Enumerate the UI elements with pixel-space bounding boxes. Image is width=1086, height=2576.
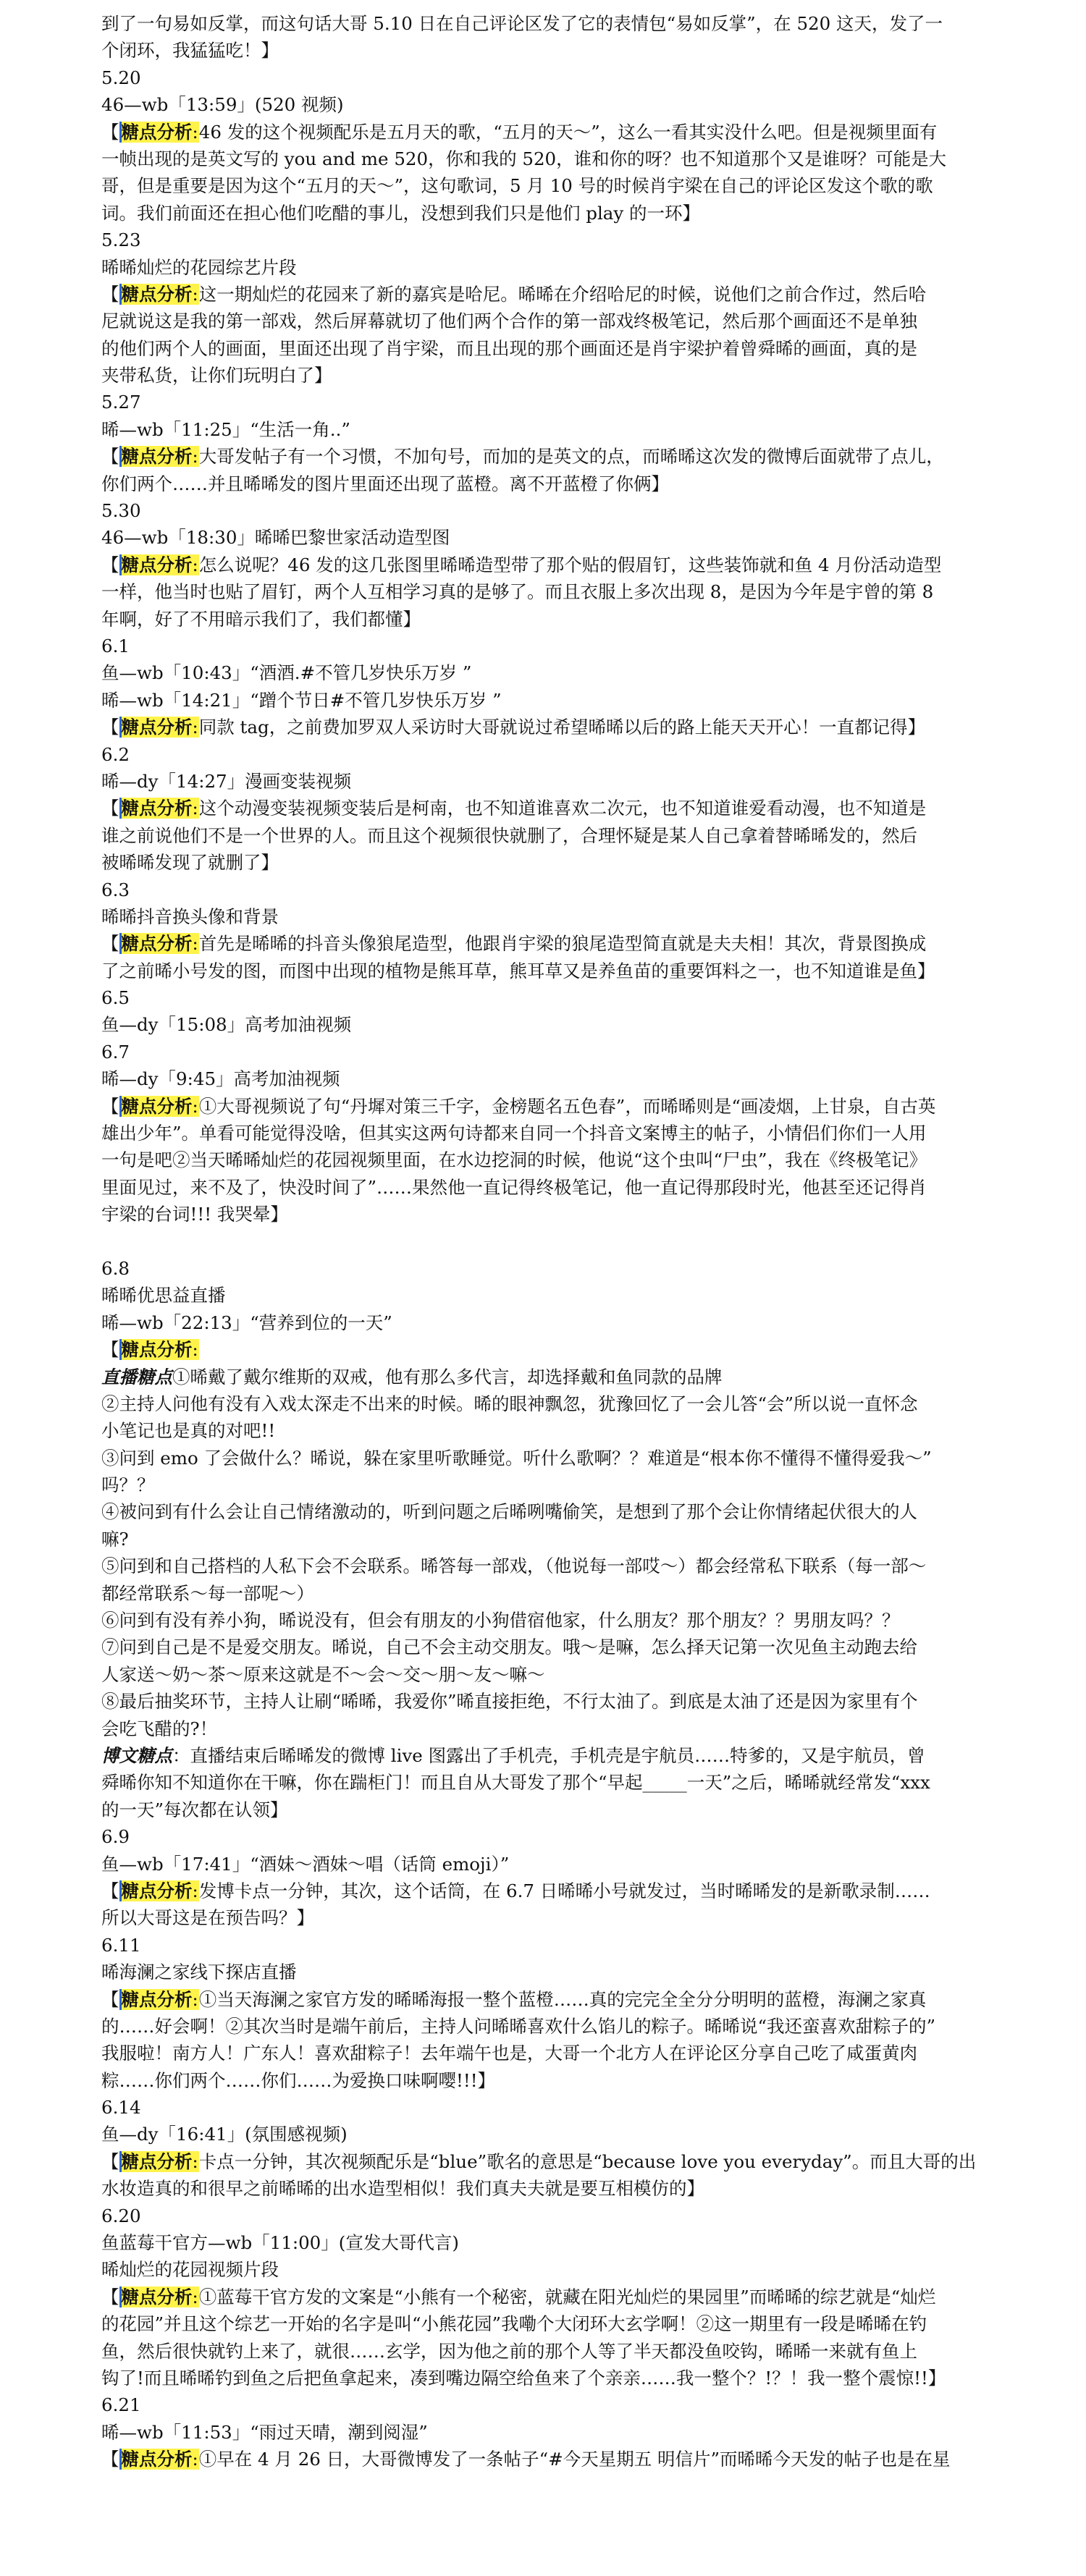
text-segment: 晞—wb「11:53」“雨过天晴，潮到阅湿” (101, 2421, 428, 2443)
highlight-label: 糖点分析 : (119, 1096, 199, 1117)
text-line (101, 443, 1044, 470)
text-segment: 舜晞你知不知道你在干嘛，你在踹柜门！而且自从大哥发了那个“早起_____一天”之后，晞晞就经常发“xxx (101, 1772, 930, 1794)
text-line (101, 1526, 1044, 1553)
text-segment: 46 发的这个视频配乐是五月天的歌，“五月的天～”，这么一看其实没什么吧。但是视频里面有 (198, 121, 938, 143)
text-segment: 尼就说这是我的第一部戏，然后屏幕就切了他们两个合作的第一部戏终极笔记，然后那个画面还不是单独 (101, 311, 917, 332)
text-segment: 晞海澜之家线下探店直播 (101, 1961, 297, 1983)
text-line (101, 1553, 1044, 1579)
text-line (101, 389, 1044, 415)
text-line (101, 2229, 1044, 2256)
text-line (101, 1364, 1044, 1390)
text-segment: 晞—dy「9:45」高考加油视频 (101, 1068, 340, 1090)
text-segment: 【 (101, 1095, 119, 1117)
highlight-label: 糖点分析 : (119, 1989, 199, 2010)
text-line (101, 308, 1044, 334)
text-segment: 6.7 (101, 1041, 130, 1063)
text-line (101, 1688, 1044, 1715)
text-line (101, 1390, 1044, 1417)
text-line (101, 2148, 1044, 2175)
section-label: 博文糖点 (101, 1745, 172, 1766)
text-segment: 年啊，好了不用暗示我们了，我们都懂】 (101, 608, 421, 630)
text-segment: 这一期灿烂的花园来了新的嘉宾是哈尼。晞晞在介绍哈尼的时候，说他们之前合作过，然后哈 (198, 283, 927, 305)
text-line (101, 1823, 1044, 1850)
text-segment: 晞晞优思益直播 (101, 1285, 226, 1306)
text-segment: 鱼—dy「16:41」(氛围感视频) (101, 2124, 348, 2145)
text-segment: 6.20 (101, 2205, 141, 2226)
text-line (101, 145, 1044, 172)
text-line (101, 2040, 1044, 2066)
text-line (101, 633, 1044, 659)
text-segment: 吗？？ (101, 1474, 155, 1496)
text-segment: ⑦问到自己是不是爱交朋友。晞说，自己不会主动交朋友。哦～是嘛，怎么择天记第一次见鱼主动跑去给 (101, 1637, 917, 1658)
text-line (101, 1959, 1044, 1985)
text-line (101, 1120, 1044, 1146)
text-segment: 到了一句易如反掌，而这句话大哥 5.10 日在自己评论区发了它的表情包“易如反掌”，在 520 这天，发了一 (101, 13, 943, 34)
text-segment: 6.9 (101, 1826, 130, 1848)
text-line (101, 1039, 1044, 1065)
text-segment: ：直播结束后晞晞发的微博 live 图露出了手机壳，手机壳是宇航员……特爹的，又是宇航员，曾 (172, 1745, 925, 1766)
text-segment: 【 (101, 554, 119, 575)
text-segment: 嘛? (101, 1528, 129, 1550)
text-line (101, 822, 1044, 849)
text-segment: 小笔记也是真的对吧!! (101, 1420, 276, 1442)
highlight-label: 糖点分析 : (119, 122, 199, 143)
text-segment: 晞灿烂的花园视频片段 (101, 2259, 279, 2281)
text-line (101, 64, 1044, 91)
text-segment: 钩了!而且晞晞钓到鱼之后把鱼拿起来，凑到嘴边隔空给鱼来了个亲亲……我一整个？!？！我一整个震惊!!】 (101, 2367, 946, 2389)
text-segment: 【 (101, 1880, 119, 1901)
text-line (101, 1011, 1044, 1038)
section-label: 直播糖点 (101, 1366, 172, 1388)
highlight-label: 糖点分析 : (119, 2286, 199, 2307)
text-line (101, 2391, 1044, 2418)
text-segment: 晞—dy「14:27」漫画变装视频 (101, 770, 352, 792)
text-segment: 【 (101, 2150, 119, 2172)
text-segment: 5.20 (101, 67, 141, 88)
text-line (101, 200, 1044, 227)
text-line (101, 1715, 1044, 1742)
text-segment: 6.14 (101, 2097, 141, 2119)
text-segment: 晞晞抖音换头像和背景 (101, 905, 279, 927)
text-segment: 46—wb「13:59」(520 视频) (101, 94, 344, 116)
text-line (101, 2419, 1044, 2446)
text-segment: 【 (101, 121, 119, 143)
text-line (101, 659, 1044, 686)
text-segment: 鱼蓝莓干官方—wb「11:00」(宣发大哥代言) (101, 2232, 459, 2254)
text-segment: 鱼—wb「10:43」“酒酒.#不管几岁快乐万岁 ” (101, 662, 472, 684)
text-segment: 5.27 (101, 392, 141, 413)
text-line (101, 1174, 1044, 1201)
text-segment: 的一天”每次都在认领】 (101, 1799, 288, 1820)
text-line (101, 119, 1044, 145)
text-line (101, 1201, 1044, 1228)
text-segment: ①晞戴了戴尔维斯的双戒，他有那么多代言，却选择戴和鱼同款的品牌 (172, 1366, 723, 1388)
text-line (101, 1986, 1044, 2013)
highlight-label: 糖点分析 : (119, 446, 199, 467)
text-line (101, 1607, 1044, 1634)
text-segment: 【 (101, 717, 119, 738)
text-line (101, 1282, 1044, 1309)
highlight-label: 糖点分析 : (119, 933, 199, 954)
text-segment: 发博卡点一分钟，其次，这个话筒，在 6.7 日晞晞小号就发过，当时晞晞发的是新歌录制…… (198, 1880, 930, 1901)
text-segment: 词。我们前面还在担心他们吃醋的事儿，没想到我们只是他们 play 的一环】 (101, 202, 701, 224)
text-line (101, 1661, 1044, 1688)
text-segment: 哥，但是重要是因为这个“五月的天～”，这句歌词，5 月 10 号的时候肖宇梁在自己的评论区发这个歌的歌 (101, 175, 933, 197)
text-segment: 人家送～奶～茶～原来这就是不～会～交～朋～友～嘛～ (101, 1663, 545, 1685)
text-segment: 宇梁的台词!!! 我哭晕】 (101, 1204, 288, 1225)
text-segment: 了之前晞小号发的图，而图中出现的植物是熊耳草，熊耳草又是养鱼苗的重要饵料之一，也不知道谁是鱼】 (101, 960, 935, 981)
text-segment: 6.5 (101, 987, 130, 1009)
text-segment: 6.21 (101, 2394, 141, 2416)
highlight-label: 糖点分析 : (119, 1339, 199, 1360)
text-segment: 晞—wb「11:25」“生活一角..” (101, 418, 350, 440)
text-segment: 晞—wb「22:13」“营养到位的一天” (101, 1312, 392, 1333)
text-line (101, 1796, 1044, 1823)
text-line (101, 768, 1044, 795)
text-line (101, 335, 1044, 362)
text-segment: ④被问到有什么会让自己情绪激动的，听到问题之后晞咧嘴偷笑，是想到了那个会让你情绪起伏很大的人 (101, 1501, 917, 1523)
text-segment: 大哥发帖子有一个习惯，不加句号，而加的是英文的点，而晞晞这次发的微博后面就带了点儿， (198, 446, 944, 468)
text-segment: ①蓝莓干官方发的文案是“小熊有一个秘密，就藏在阳光灿烂的果园里”而晞晞的综艺就是“灿烂 (198, 2286, 936, 2307)
text-line (101, 1498, 1044, 1525)
text-line (101, 1336, 1044, 1363)
text-line (101, 2338, 1044, 2365)
text-segment: 一帧出现的是英文写的 you and me 520，你和我的 520，谁和你的呀？也不知道那个又是谁呀？可能是大 (101, 148, 947, 169)
text-line (101, 2067, 1044, 2094)
text-line (101, 930, 1044, 957)
text-line (101, 2121, 1044, 2148)
text-segment: 雄出少年”。单看可能觉得没啥，但其实这两句诗都来自同一个抖音文案博主的帖子，小情侣们你们一人用 (101, 1123, 927, 1144)
text-line (101, 1932, 1044, 1959)
text-line (101, 795, 1044, 822)
text-segment: 一样，他当时也贴了眉钉，两个人互相学习真的是够了。而且衣服上多次出现 8，是因为今年是宇曾的第 8 (101, 581, 934, 603)
text-line (101, 1309, 1044, 1336)
text-segment: 怎么说呢？46 发的这几张图里晞晞造型带了那个贴的假眉钉，这些装饰就和鱼 4 月份活动造型 (198, 554, 942, 575)
text-line (101, 606, 1044, 633)
text-segment: 粽……你们两个……你们……为爱换口味啊嘤!!!】 (101, 2069, 496, 2091)
text-line (101, 1093, 1044, 1120)
text-segment: ②主持人问他有没有入戏太深走不出来的时候。晞的眼神飘忽，犹豫回忆了一会儿答“会”所以说一直怀念 (101, 1393, 918, 1414)
text-line (101, 1417, 1044, 1444)
text-line (101, 1742, 1044, 1769)
text-segment: 46—wb「18:30」晞晞巴黎世家活动造型图 (101, 527, 450, 549)
text-segment: 这个动漫变装视频变装后是柯南，也不知道谁喜欢二次元，也不知道谁爱看动漫，也不知道是 (198, 798, 927, 819)
text-line (101, 227, 1044, 253)
text-line (101, 91, 1044, 118)
text-segment: ①当天海澜之家官方发的晞晞海报一整个蓝橙……真的完完全全分分明明的蓝橙，海澜之家真 (198, 1988, 927, 2010)
text-segment: 谁之前说他们不是一个世界的人。而且这个视频很快就删了，合理怀疑是某人自己拿着替晞晞发的，然后 (101, 824, 917, 846)
text-line (101, 362, 1044, 389)
text-line (101, 1634, 1044, 1660)
text-line (101, 2094, 1044, 2121)
text-line (101, 1580, 1044, 1607)
text-line (101, 1878, 1044, 1904)
text-line (101, 714, 1044, 740)
text-line (101, 2284, 1044, 2310)
text-line (101, 2203, 1044, 2229)
text-segment: 同款 tag，之前费加罗双人采访时大哥就说过希望晞晞以后的路上能天天开心！一直都记得】 (198, 717, 926, 738)
text-line (101, 877, 1044, 903)
text-line (101, 10, 1044, 37)
text-segment: ③问到 emo 了会做什么？晞说，躲在家里听歌睡觉。听什么歌啊？？难道是“根本你不懂得不懂得爱我～” (101, 1447, 932, 1469)
text-line (101, 849, 1044, 876)
text-segment: 所以大哥这是在预告吗？】 (101, 1907, 314, 1929)
text-line (101, 1255, 1044, 1282)
highlight-label: 糖点分析 : (119, 2151, 199, 2172)
text-segment: 一句是吧②当天晞晞灿烂的花园视频里面，在水边挖洞的时候，他说“这个虫叫“尸虫”，我在《终极笔记》 (101, 1149, 927, 1171)
text-line (101, 2175, 1044, 2202)
text-segment: ①大哥视频说了句“丹墀对策三千字，金榜题名五色春”，而晞晞则是“画凌烟，上甘泉，自古英 (198, 1095, 936, 1117)
text-segment: 都经常联系～每一部呢～） (101, 1582, 314, 1604)
text-segment: 6.1 (101, 635, 130, 656)
text-line (101, 741, 1044, 768)
text-segment: 鱼—dy「15:08」高考加油视频 (101, 1014, 352, 1036)
text-line (101, 172, 1044, 199)
text-line (101, 687, 1044, 714)
text-segment: 6.3 (101, 879, 130, 900)
text-line (101, 416, 1044, 443)
text-segment: 的他们两个人的画面，里面还出现了肖宇梁，而且出现的那个画面还是肖宇梁护着曾舜晞的画面，真的是 (101, 337, 917, 359)
text-segment: 【 (101, 798, 119, 819)
text-line (101, 1851, 1044, 1878)
text-segment: 5.30 (101, 500, 141, 522)
text-line (101, 254, 1044, 281)
highlight-label: 糖点分析 : (119, 554, 199, 575)
text-segment: 鱼—wb「17:41」“酒妹～酒妹～唱（话筒 emoji）” (101, 1853, 510, 1875)
highlight-label: 糖点分析 : (119, 2449, 199, 2470)
text-segment: 会吃飞醋的?！ (101, 1718, 218, 1739)
highlight-label: 糖点分析 : (119, 1880, 199, 1901)
text-segment: ⑧最后抽奖环节，主持人让刷“晞晞，我爱你”晞直接拒绝，不行太油了。到底是太油了还是因为家里有个 (101, 1691, 918, 1713)
text-segment: 你们两个……并且晞晞发的图片里面还出现了蓝橙。离不开蓝橙了你俩】 (101, 473, 669, 494)
text-line (101, 1904, 1044, 1931)
text-line (101, 2013, 1044, 2040)
text-line (101, 497, 1044, 524)
text-segment: 的……好会啊！②其次当时是端午前后，主持人问晞晞喜欢什么馅儿的粽子。晞晞说“我还蛮喜欢甜粽子的” (101, 2015, 936, 2037)
text-segment: 水妆造真的和很早之前晞晞的出水造型相似！我们真夫夫就是要互相模仿的】 (101, 2178, 704, 2200)
text-segment: 【 (101, 1339, 119, 1361)
text-segment: ⑤问到和自己搭档的人私下会不会联系。晞答每一部戏，（他说每一部哎～）都会经常私下联系（每一部～ (101, 1555, 927, 1577)
text-segment: 里面见过，来不及了，快没时间了”……果然他一直记得终极笔记，他一直记得那段时光，他甚至还记得肖 (101, 1176, 927, 1198)
text-line (101, 984, 1044, 1011)
text-segment: 5.23 (101, 229, 141, 251)
text-line (101, 2365, 1044, 2391)
text-line (101, 552, 1044, 578)
text-segment: 被晞晞发现了就删了】 (101, 852, 279, 874)
text-segment: 夹带私货，让你们玩明白了】 (101, 365, 332, 387)
text-line (101, 37, 1044, 64)
highlight-label: 糖点分析 : (119, 284, 199, 305)
text-segment: 6.8 (101, 1257, 130, 1279)
text-segment: 晞晞灿烂的花园综艺片段 (101, 256, 297, 278)
text-line (101, 1471, 1044, 1498)
text-segment: 个闭环，我猛猛吃！】 (101, 40, 279, 62)
text-segment: 6.2 (101, 743, 130, 765)
text-line (101, 1228, 1044, 1255)
text-segment: 6.11 (101, 1934, 141, 1956)
text-segment: 我服啦！南方人！广东人！喜欢甜粽子！去年端午也是，大哥一个北方人在评论区分享自己吃了咸蛋黄肉 (101, 2043, 917, 2064)
text-line (101, 2446, 1044, 2472)
text-segment: 【 (101, 2286, 119, 2307)
text-line (101, 1065, 1044, 1092)
text-segment: 首先是晞晞的抖音头像狼尾造型，他跟肖宇梁的狼尾造型简直就是夫夫相！其次，背景图换成 (198, 933, 927, 955)
text-segment: 【 (101, 283, 119, 305)
highlight-label: 糖点分析 : (119, 798, 199, 819)
text-line (101, 1769, 1044, 1796)
text-segment: 【 (101, 1988, 119, 2010)
text-segment: 鱼，然后很快就钓上来了，就很……玄学，因为他之前的那个人等了半天都没鱼咬钩，晞晞一来就有鱼上 (101, 2340, 917, 2362)
text-line (101, 1445, 1044, 1471)
text-segment: 【 (101, 933, 119, 955)
text-line (101, 281, 1044, 308)
text-segment: 【 (101, 2449, 119, 2470)
text-line (101, 470, 1044, 497)
text-line (101, 903, 1044, 930)
text-line (101, 2310, 1044, 2337)
text-line (101, 2256, 1044, 2283)
text-line (101, 1146, 1044, 1173)
text-segment: 卡点一分钟，其次视频配乐是“blue”歌名的意思是“because love you everyday”。而且大哥的出 (198, 2150, 977, 2172)
text-line (101, 524, 1044, 551)
text-line (101, 578, 1044, 605)
text-segment: ①早在 4 月 26 日，大哥微博发了一条帖子“#今天星期五 明信片”而晞晞今天发的帖子也是在星 (198, 2449, 951, 2470)
text-segment: 的花园”并且这个综艺一开始的名字是叫“小熊花园”我嘞个大闭环大玄学啊！②这一期里有一段是晞晞在钓 (101, 2313, 927, 2335)
text-segment: 【 (101, 446, 119, 468)
text-segment: 晞—wb「14:21」“蹭个节日#不管几岁快乐万岁 ” (101, 689, 502, 711)
highlight-label: 糖点分析 : (119, 717, 199, 738)
text-segment: ⑥问到有没有养小狗，晞说没有，但会有朋友的小狗借宿他家，什么朋友？那个朋友？？男朋友吗？？ (101, 1610, 900, 1631)
text-line (101, 958, 1044, 984)
